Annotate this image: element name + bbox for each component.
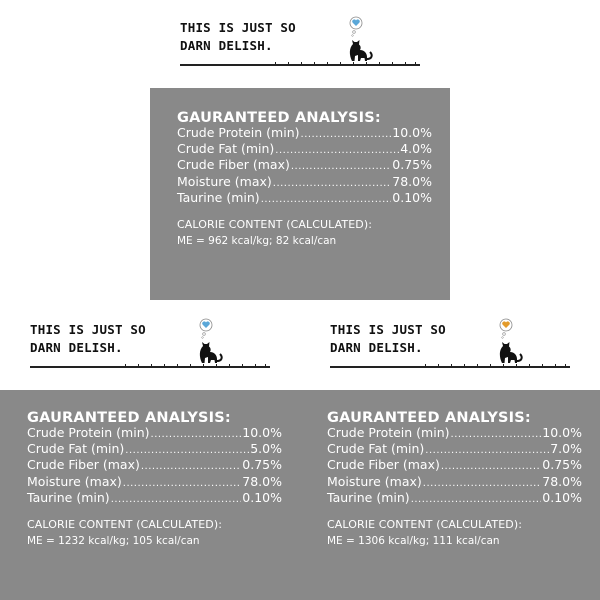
tagline: THIS IS JUST SO DARN DELISH.	[30, 322, 146, 355]
analysis-title: GAURANTEED ANALYSIS:	[27, 410, 231, 426]
analysis-row: Crude Fiber (max) ..... 0.75%	[27, 458, 282, 474]
analysis-row: Crude Fat (min) ..... 5.0%	[27, 442, 282, 458]
calorie-content-title: CALORIE CONTENT (CALCULATED):	[27, 518, 223, 532]
analysis-row: Crude Protein (min) ..... 10.0%	[27, 426, 282, 442]
calorie-content-value: ME = 1232 kcal/kg; 105 kcal/can	[27, 535, 200, 548]
calorie-content-title: CALORIE CONTENT (CALCULATED):	[177, 218, 373, 232]
calorie-content-title: CALORIE CONTENT (CALCULATED):	[327, 518, 523, 532]
calorie-content-value: ME = 962 kcal/kg; 82 kcal/can	[177, 235, 337, 248]
cat-silhouette-icon	[339, 15, 379, 65]
card-header	[30, 317, 270, 377]
analysis-row: Taurine (min) ..... 0.10%	[327, 491, 582, 507]
analysis-title: GAURANTEED ANALYSIS:	[177, 110, 381, 126]
cat-silhouette-icon	[189, 317, 229, 367]
cat-silhouette-icon	[489, 317, 529, 367]
analysis-row: Crude Fiber (max) ..... 0.75%	[177, 158, 432, 174]
card-header	[330, 317, 570, 377]
tagline: THIS IS JUST SO DARN DELISH.	[330, 322, 446, 355]
ground-line	[30, 364, 270, 370]
analysis-row: Taurine (min) ..... 0.10%	[177, 191, 432, 207]
ground-line	[180, 62, 420, 68]
analysis-row: Moisture (max) ..... 78.0%	[177, 175, 432, 191]
analysis-row: Moisture (max) ..... 78.0%	[327, 475, 582, 491]
guaranteed-analysis-panel	[0, 390, 300, 600]
thought-bubble-icon	[200, 319, 212, 338]
thought-bubble-icon	[500, 319, 512, 338]
analysis-row: Crude Fat (min) ..... 7.0%	[327, 442, 582, 458]
thought-bubble-icon	[350, 17, 362, 36]
analysis-row: Crude Protein (min) ..... 10.0%	[177, 126, 432, 142]
analysis-row: Crude Fat (min) ..... 4.0%	[177, 142, 432, 158]
analysis-row: Taurine (min) ..... 0.10%	[27, 491, 282, 507]
tagline: THIS IS JUST SO DARN DELISH.	[180, 20, 296, 53]
analysis-row: Moisture (max) ..... 78.0%	[27, 475, 282, 491]
analysis-row: Crude Protein (min) ..... 10.0%	[327, 426, 582, 442]
calorie-content-value: ME = 1306 kcal/kg; 111 kcal/can	[327, 535, 500, 548]
card-header	[180, 15, 420, 75]
ground-line	[330, 364, 570, 370]
guaranteed-analysis-panel	[150, 88, 450, 300]
analysis-title: GAURANTEED ANALYSIS:	[327, 410, 531, 426]
guaranteed-analysis-panel	[300, 390, 600, 600]
analysis-row: Crude Fiber (max) ..... 0.75%	[327, 458, 582, 474]
